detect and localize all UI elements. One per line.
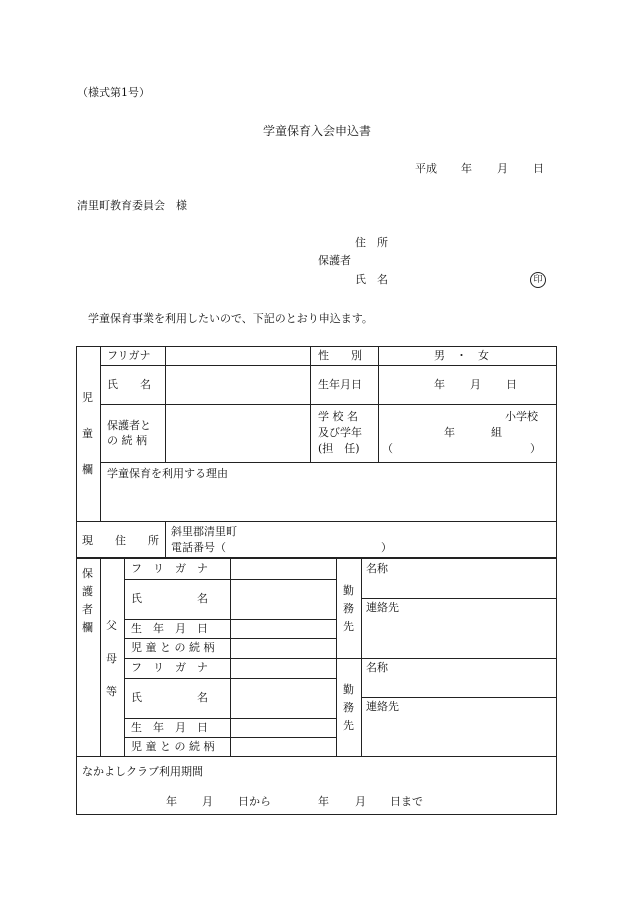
- period-start-day: 日から: [238, 795, 271, 808]
- p2-dob-label: 生 年 月 日: [131, 721, 208, 734]
- seal-mark: 印: [530, 272, 546, 288]
- teacher-paren-close: ）: [530, 442, 541, 455]
- period-end-day: 日まで: [390, 795, 423, 808]
- child-section-char-3: 欄: [82, 463, 93, 476]
- child-relation-label-2: の 続 柄: [107, 434, 147, 447]
- p1-dob-label: 生 年 月 日: [131, 622, 208, 635]
- child-furigana-label: フリガナ: [107, 349, 151, 362]
- guardian-section-char-1: 保: [82, 567, 93, 580]
- p1-furigana-label: フ リ ガ ナ: [131, 562, 208, 575]
- child-sex-label: 性 別: [318, 349, 362, 362]
- guardian-section-char-3: 者: [82, 603, 93, 616]
- p2-work-char-2: 務: [343, 701, 354, 714]
- reason-label: 学童保育を利用する理由: [107, 467, 228, 480]
- child-dob-label: 生年月日: [318, 378, 362, 391]
- date-day-label: 日: [533, 162, 544, 175]
- child-section-char-2: 童: [82, 427, 93, 440]
- parent-char-3: 等: [106, 685, 117, 698]
- page-title: 学童保育入会申込書: [263, 124, 372, 138]
- period-start-month: 月: [202, 795, 213, 808]
- guardian-section-char-4: 欄: [82, 621, 93, 634]
- period-start-year: 年: [166, 795, 177, 808]
- p1-work-contact-label: 連絡先: [366, 601, 399, 614]
- p1-work-name-label: 名称: [366, 562, 388, 575]
- child-sex-value[interactable]: 男 ・ 女: [434, 349, 489, 362]
- p1-work-char-3: 先: [343, 620, 354, 633]
- p2-work-char-1: 勤: [343, 683, 354, 696]
- p1-relation-label: 児 童 と の 続 柄: [131, 641, 215, 654]
- child-section-char-1: 児: [82, 391, 93, 404]
- child-dob-day: 日: [506, 378, 517, 391]
- p2-relation-label: 児 童 と の 続 柄: [131, 740, 215, 753]
- guardian-label: 保護者: [318, 254, 351, 267]
- child-name-label: 氏 名: [107, 378, 151, 391]
- name-label: 氏 名: [355, 273, 388, 286]
- date-month-label: 月: [497, 162, 508, 175]
- grade-label: 年: [444, 426, 455, 439]
- address-phone-close: ）: [381, 541, 392, 554]
- address-phone-label: 電話番号（: [171, 541, 226, 554]
- date-era: 平成: [415, 162, 437, 175]
- address-row-label: 現 住 所: [82, 534, 159, 547]
- address-label: 住 所: [355, 236, 388, 249]
- school-suffix: 小学校: [505, 410, 538, 423]
- p1-name-label: 氏 名: [131, 592, 208, 605]
- school-label-2: 及び学年: [318, 426, 362, 439]
- period-label: なかよしクラブ利用期間: [82, 765, 203, 778]
- school-label-1: 学 校 名: [318, 410, 358, 423]
- child-dob-year: 年: [434, 378, 445, 391]
- teacher-paren-open: （: [382, 442, 393, 455]
- child-relation-label-1: 保護者と: [107, 419, 151, 432]
- p1-work-char-1: 勤: [343, 584, 354, 597]
- p2-name-label: 氏 名: [131, 691, 208, 704]
- date-year-label: 年: [461, 162, 472, 175]
- p2-work-contact-label: 連絡先: [366, 700, 399, 713]
- form-number: （様式第1号）: [77, 86, 150, 99]
- parent-char-1: 父: [106, 619, 117, 632]
- addressee: 清里町教育委員会 様: [77, 199, 187, 212]
- p2-work-char-3: 先: [343, 719, 354, 732]
- guardian-section-char-2: 護: [82, 585, 93, 598]
- period-end-year: 年: [318, 795, 329, 808]
- school-label-3: (担 任): [318, 442, 360, 455]
- address-line-1: 斜里郡清里町: [171, 525, 237, 538]
- child-dob-month: 月: [470, 378, 481, 391]
- period-end-month: 月: [355, 795, 366, 808]
- p2-furigana-label: フ リ ガ ナ: [131, 661, 208, 674]
- p1-work-char-2: 務: [343, 602, 354, 615]
- class-label: 組: [491, 426, 502, 439]
- parent-char-2: 母: [106, 652, 117, 665]
- p2-work-name-label: 名称: [366, 661, 388, 674]
- intro-text: 学童保育事業を利用したいので、下記のとおり申込ます。: [88, 312, 373, 325]
